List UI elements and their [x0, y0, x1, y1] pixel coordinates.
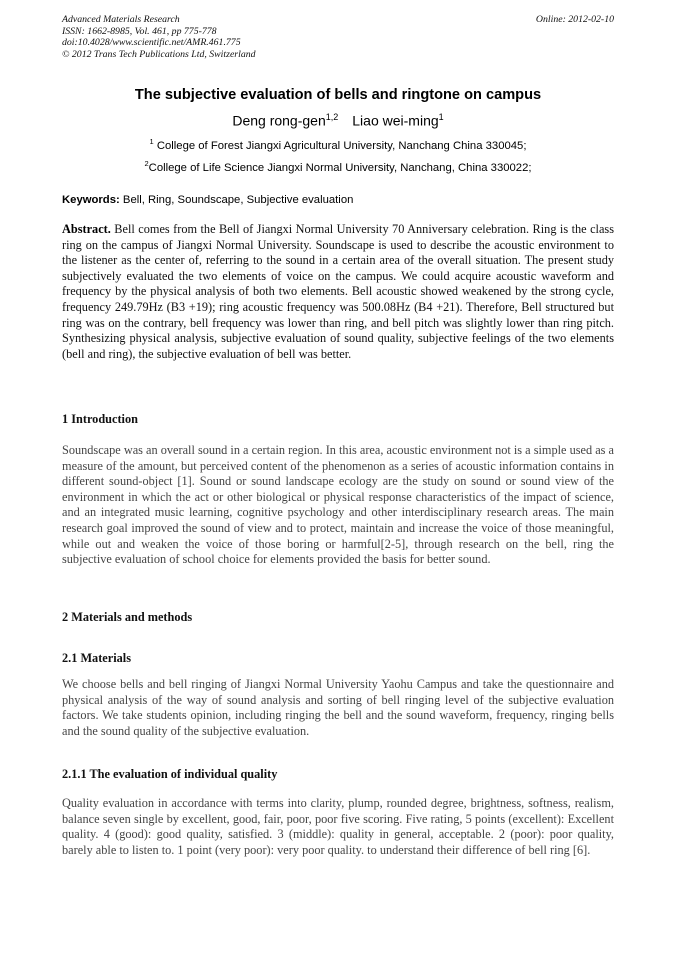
author-name: Deng rong-gen [232, 112, 326, 129]
affiliation-text: College of Life Science Jiangxi Normal University, Nanchang, China 330022; [148, 161, 532, 174]
online-date: Online: 2012-02-10 [535, 14, 614, 25]
issn-line: ISSN: 1662-8985, Vol. 461, pp 775-778 [62, 25, 217, 37]
author-line [62, 112, 614, 129]
keywords-text: Bell, Ring, Soundscape, Subjective evaluation [119, 194, 354, 206]
affiliation-1 [62, 137, 614, 152]
author-affiliation-marker: 1 [438, 112, 444, 122]
abstract [62, 222, 614, 362]
author-name: Liao wei-ming [352, 112, 439, 129]
subsubsection-heading-evaluation: 2.1.1 The evaluation of individual quality [62, 767, 278, 781]
journal-header [62, 14, 614, 60]
copyright-line: © 2012 Trans Tech Publications Ltd, Switzerland [62, 48, 256, 60]
subsection-heading-materials: 2.1 Materials [62, 651, 131, 665]
author-affiliation-marker: 1,2 [325, 112, 339, 122]
abstract-text: Bell comes from the Bell of Jiangxi Normal University 70 Anniversary celebration. Ring is the class ring on the campus of Jiangxi Normal University. Soundscape is used to describe the acoustic environment to the listener as the center of, referring to the sound in a certain area of the overall situation. The present study subjectively evaluated the two elements of voice on the campus. We could acquire acoustic waveform and frequency by the physical analysis of both two elements. Bell acoustic showed weakened by the strong cycle, frequency 249.79Hz (B3 +19); ring acoustic frequency was 500.08Hz (B4 +21). Therefore, Bell structured but ring was on the contrary, bell frequency was lower than ring, and bell pitch was slightly lower than ring pitch. Synthesizing physical analysis, subjective evaluation of sound quality, subjective feelings of the two elements (bell and ring), the subjective evaluation of bell was better. [62, 222, 614, 361]
affiliation-marker: 1 [149, 137, 154, 146]
introduction-paragraph: Soundscape was an overall sound in a certain region. In this area, acoustic environment not is a simple used as a measure of the amount, but perceived content of the phenomenon as a series of acoustic information contains in different sound-object [1]. Sound or sound landscape ecology are the study on sound or sound view of the environment in which the act or other biological or physical response characteristics of the impact of science, and an integrated music learning, cognitive psychology and other interdisciplinary research areas. The main research goal improved the sound of view and to protect, maintain and increase the voice of those meaningful, while out and weaken the voice of those boring or harmful[2-5], through research on the bell, ring the subjective evaluation of school choice for elements provided the basis for better sound. [62, 443, 614, 567]
affiliation-2 [62, 159, 614, 174]
affiliation-text: College of Forest Jiangxi Agricultural University, Nanchang China 330045; [153, 139, 527, 152]
materials-paragraph: We choose bells and bell ringing of Jiangxi Normal University Yaohu Campus and take the questionnaire and physical analysis of the way of sound analysis and sorting of bell ringing level of the subjective evaluation factors. We take students opinion, including ringing the bell and the sound waveform, frequency, ringing bells and the sound quality of the subjective evaluation. [62, 677, 614, 738]
paper-title: The subjective evaluation of bells and ringtone on campus [134, 87, 542, 103]
keywords-label: Keywords: [62, 194, 120, 206]
section-heading-introduction: 1 Introduction [62, 412, 138, 426]
doi-line: doi:10.4028/www.scientific.net/AMR.461.775 [62, 37, 241, 48]
affiliation-marker: 2 [144, 159, 149, 168]
keywords [62, 194, 614, 206]
section-heading-materials-methods: 2 Materials and methods [62, 610, 193, 624]
journal-name: Advanced Materials Research [62, 14, 180, 25]
evaluation-paragraph: Quality evaluation in accordance with terms into clarity, plump, rounded degree, brightness, softness, realism, balance seven single by excellent, good, fair, poor, poor five scoring. Five rating, 5 points (excellent): Excellent quality. 4 (good): good quality, satisfied. 3 (middle): quality in general, acceptable. 2 (poor): poor quality, barely able to listen to. 1 point (very poor): very poor quality. to understand their difference of bell ring [6]. [62, 796, 614, 857]
abstract-label: Abstract. [62, 222, 111, 236]
